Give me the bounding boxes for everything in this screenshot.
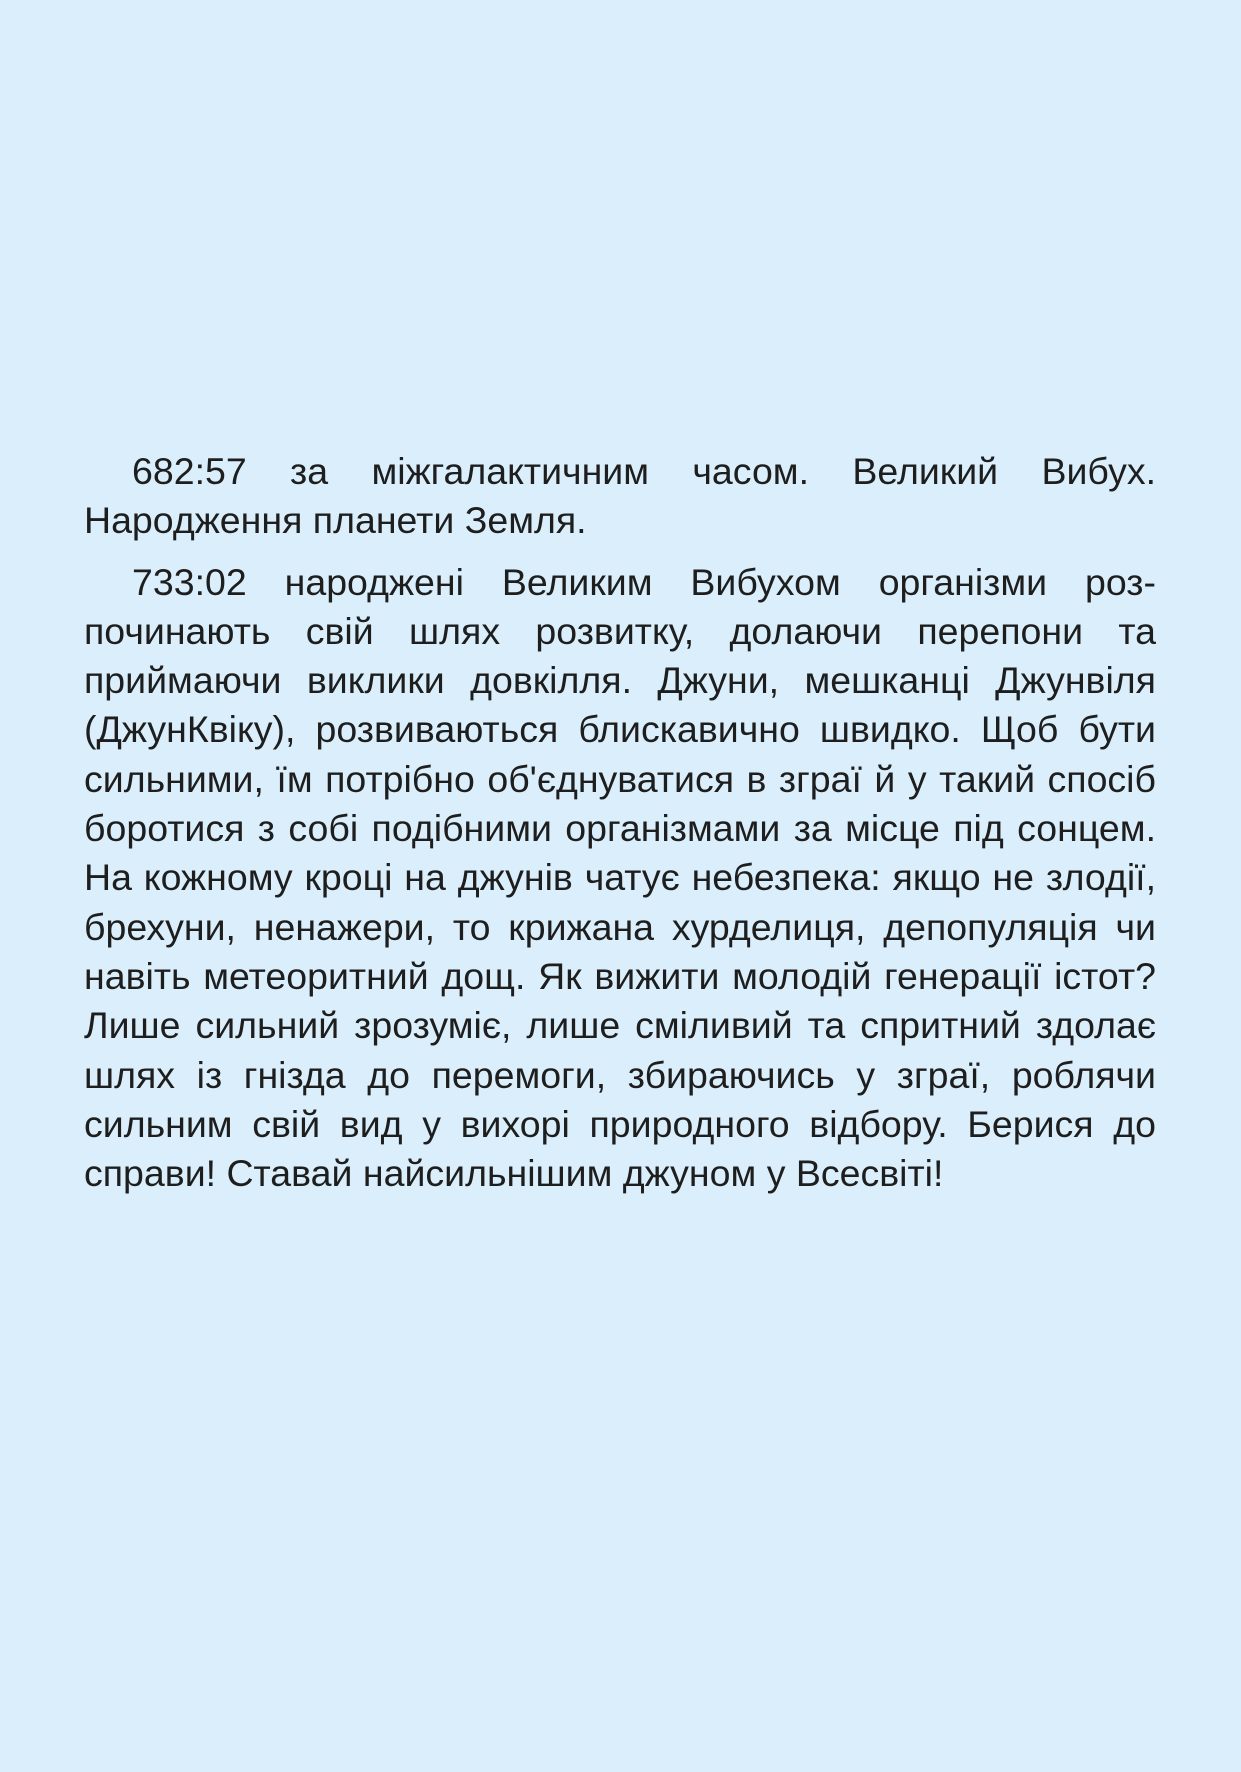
- paragraph-timeline-big-bang: 682:57 за міжгалактичним часом. Великий Вибух. Народження планети Земля.: [84, 450, 1156, 542]
- intro-text: [84, 447, 1156, 1210]
- paragraph-story: 733:02 народжені Великим Вибухом організми розпочинають свій шлях розвитку, долаючи перепони та приймаючи виклики довкілля. Джуни, мешканці Джунвіля (ДжунКвіку), розвиваються блискавично швидко. Щоб бути сильними, їм потрібно об'єднуватися в зграї й у такий спосіб боротися з собі подібними організмами за місце під сонцем. На кожному кроці на джунів чатує небезпека: якщо не злодії, брехуни, ненажери, то крижана хурделиця, депопуляція чи навіть метеоритний дощ. Як вижити молодій генерації істот? Лише сильний зрозуміє, лише сміливий та спритний здолає шлях із гнізда до перемоги, збираючись у зграї, роблячи сильним свій вид у вихорі природного відбору. Берися до справи! Ставай найсильнішим джуном у Всесвіті!: [84, 560, 1156, 1195]
